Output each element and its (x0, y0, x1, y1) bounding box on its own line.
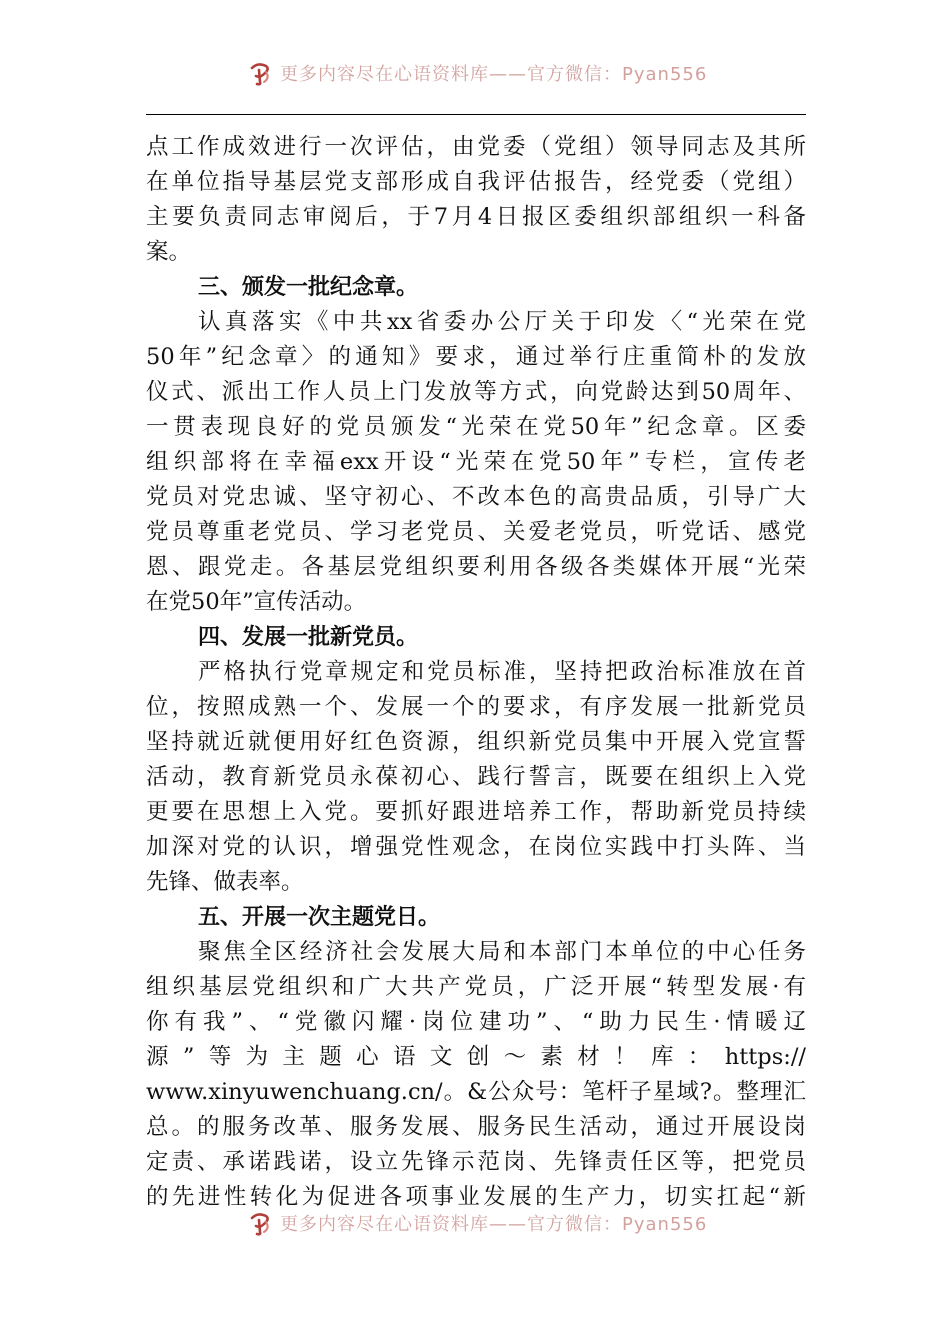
body-text-line: 案。 (146, 239, 192, 265)
body-text-line: 聚焦全区经济社会发展大局和本部门本单位的中心任务 (198, 939, 806, 965)
body-text-line: 总。的服务改革、服务发展、服务民生活动，通过开展设岗 (146, 1114, 806, 1140)
body-text-line: 在党50年”宣传活动。 (146, 589, 367, 615)
body-text-line: 严格执行党章规定和党员标准，坚持把政治标准放在首 (198, 659, 806, 685)
header-banner-text: 更多内容尽在心语资料库——官方微信：Pyan556 (280, 64, 708, 85)
header-watermark (248, 58, 728, 88)
body-text-line: 在单位指导基层党支部形成自我评估报告，经党委（党组） (146, 169, 806, 195)
body-text-line: 恩、跟党走。各基层党组织要利用各级各类媒体开展“光荣 (146, 554, 806, 580)
body-text-line: 点工作成效进行一次评估，由党委（党组）领导同志及其所 (146, 134, 806, 160)
body-text-line: www.xinyuwenchuang.cn/。&公众号：笔杆子星域?。整理汇 (146, 1079, 806, 1105)
body-text-line: 仪式、派出工作人员上门发放等方式，向党龄达到50周年、 (146, 379, 806, 405)
section-heading: 五、开展一次主题党日。 (198, 905, 441, 930)
body-text-line: 坚持就近就便用好红色资源，组织新党员集中开展入党宣誓 (146, 729, 806, 755)
body-text-line: 一贯表现良好的党员颁发“光荣在党50年”纪念章。区委 (146, 414, 806, 440)
footer-banner-text: 更多内容尽在心语资料库——官方微信：Pyan556 (280, 1214, 708, 1235)
body-text-line: 加深对党的认识，增强党性观念，在岗位实践中打头阵、当 (146, 834, 806, 860)
section-heading: 三、颁发一批纪念章。 (198, 275, 419, 300)
body-text-line: 组织部将在幸福exx开设“光荣在党50年”专栏，宣传老 (146, 449, 806, 475)
body-text-line: 活动，教育新党员永葆初心、践行誓言，既要在组织上入党 (146, 764, 806, 790)
body-text-line: 的先进性转化为促进各项事业发展的生产力，切实扛起“新 (146, 1184, 806, 1210)
body-text-line: 党员尊重老党员、学习老党员、关爱老党员，听党话、感党 (146, 519, 806, 545)
header-divider (146, 114, 806, 115)
document-body (146, 130, 806, 1215)
body-text-line: 源”等为主题心语文创～素材！库：https:// (146, 1044, 806, 1070)
body-text-line: 认真落实《中共xx省委办公厅关于印发〈“光荣在党 (198, 309, 806, 335)
body-text-line: 主要负责同志审阅后，于7月4日报区委组织部组织一科备 (146, 204, 806, 230)
section-heading: 四、发展一批新党员。 (198, 625, 419, 650)
body-text-line: 定责、承诺践诺，设立先锋示范岗、先锋责任区等，把党员 (146, 1149, 806, 1175)
body-text-line: 党员对党忠诚、坚守初心、不改本色的高贵品质，引导广大 (146, 484, 806, 510)
body-text-line: 你有我”、“党徽闪耀·岗位建功”、“助力民生·情暖辽 (146, 1009, 806, 1035)
body-text-line: 先锋、做表率。 (146, 869, 304, 895)
brand-logo-icon (248, 1210, 274, 1236)
body-text-line: 50年”纪念章〉的通知》要求，通过举行庄重简朴的发放 (146, 344, 806, 370)
body-text-line: 位，按照成熟一个、发展一个的要求，有序发展一批新党员 (146, 694, 806, 720)
body-text-line: 组织基层党组织和广大共产党员，广泛开展“转型发展·有 (146, 974, 806, 1000)
brand-logo-icon (248, 60, 274, 86)
footer-watermark (248, 1208, 728, 1238)
body-text-line: 更要在思想上入党。要抓好跟进培养工作，帮助新党员持续 (146, 799, 806, 825)
